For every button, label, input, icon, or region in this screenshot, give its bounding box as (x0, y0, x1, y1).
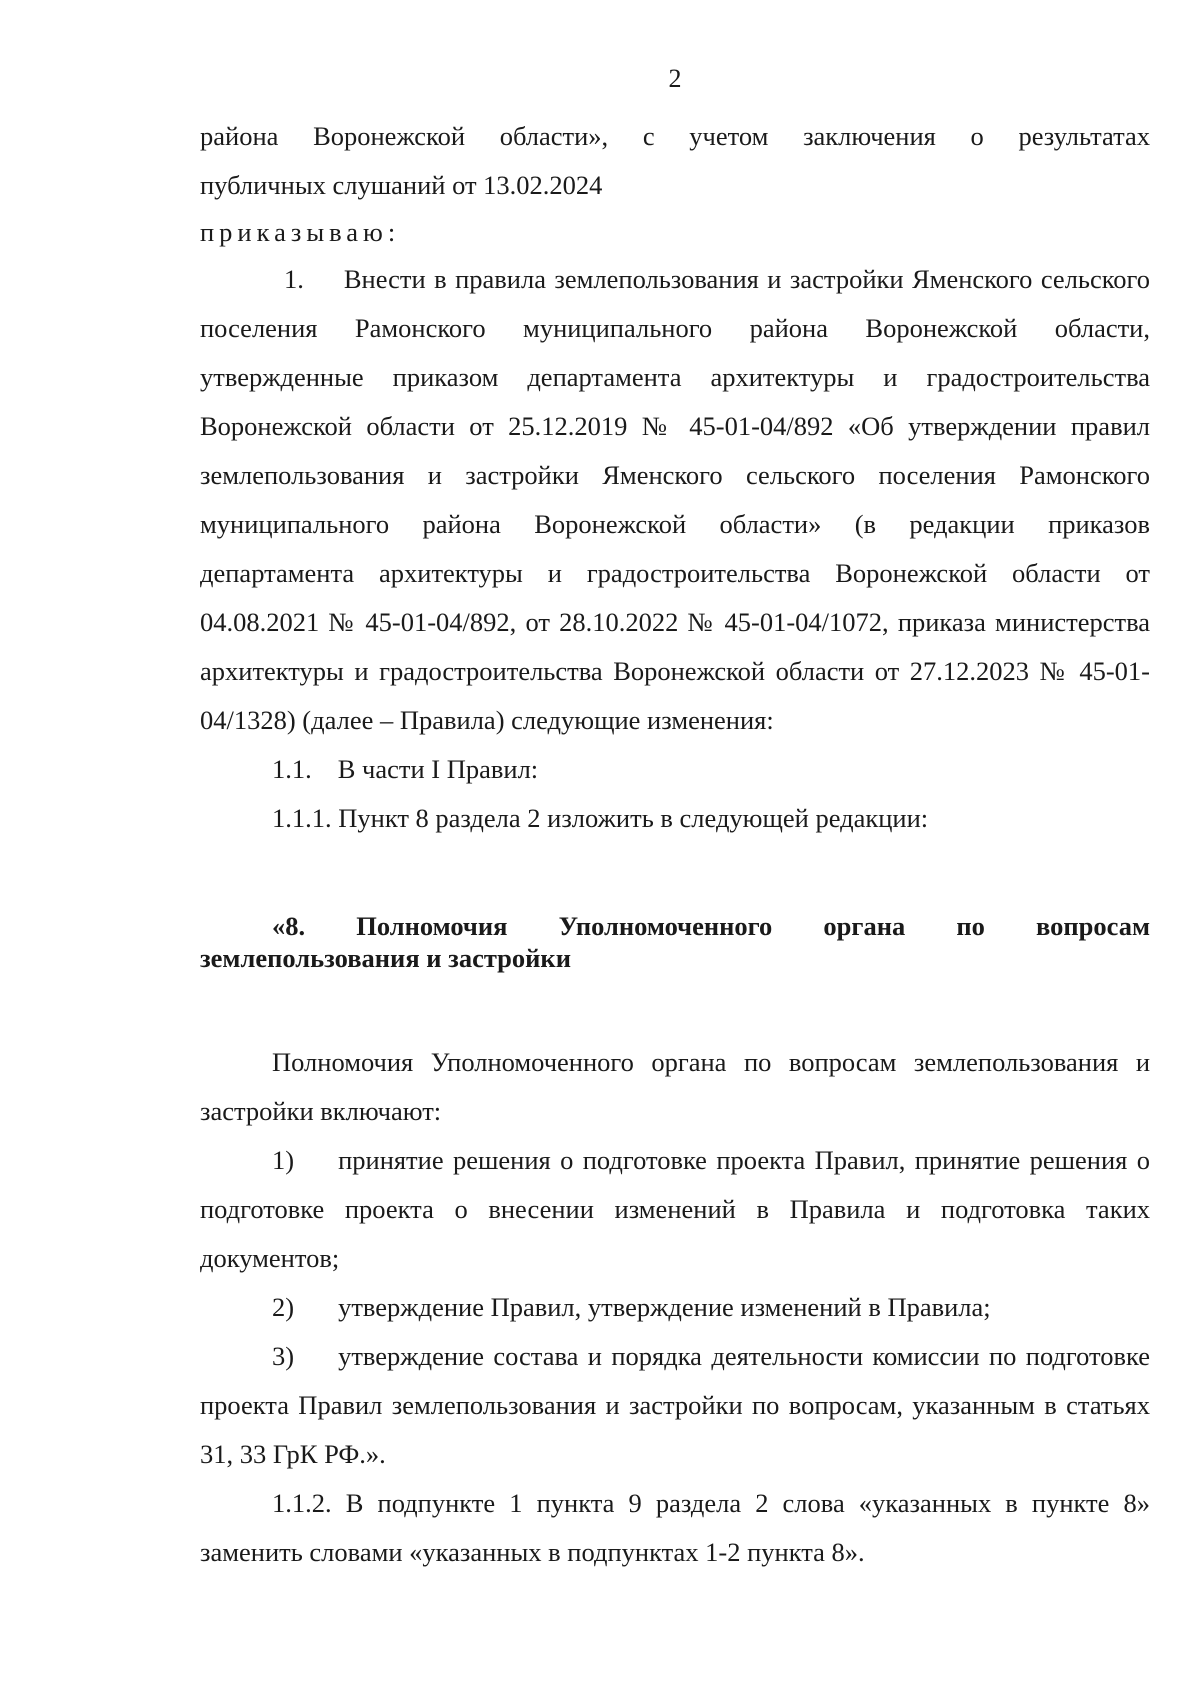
power-item-3 (200, 1332, 1150, 1479)
clause-1-1-1: 1.1.1. Пункт 8 раздела 2 изложить в следующей редакции: (272, 803, 929, 833)
intro-line-2: публичных слушаний от 13.02.2024 (200, 170, 603, 200)
intro-line-1: района Воронежской области», с учетом заключения о результатах (200, 121, 1150, 151)
intro-paragraph (200, 112, 1150, 210)
order-word: приказываю: (200, 217, 401, 247)
clause-1-1-2: 1.1.2. В подпункте 1 пункта 9 раздела 2 слова «указанных в пункте 8» заменить словами «указанных в подпунктах 1-2 пункта 8». (200, 1488, 1150, 1567)
clause-1-block (200, 255, 1150, 843)
section-8-heading-block (200, 910, 1150, 974)
clause-1-1-text: В части I Правил: (337, 754, 539, 784)
power-item-2 (200, 1283, 1150, 1332)
power-item-1-text: принятие решения о подготовке проекта Правил, принятие решения о подготовке проекта о внесении изменений в Правила и подготовка таких документов; (200, 1145, 1150, 1273)
powers-intro: Полномочия Уполномоченного органа по вопросам землепользования и застройки включают: (200, 1047, 1150, 1126)
clause-1-1 (200, 745, 1150, 794)
page-number: 2 (668, 64, 682, 93)
clause-1-text: Внести в правила землепользования и застройки Яменского сельского поселения Рамонского муниципального района Воронежской области, утвержденные приказом департамента архитектуры и градостроительства Воронежской области от 25.12.2019 № 45-01-04/892 «Об утверждении правил землепользования и застройки Яменского сельского поселения Рамонского муниципального района Воронежской области» (в редакции приказов департамента архитектуры и градостроительства Воронежской области от 04.08.2021 № 45-01-04/892, от 28.10.2022 № 45-01-04/1072, приказа министерства архитектуры и градостроительства Воронежской области от 27.12.2023 № 45-01-04/1328) (далее – Правила) следующие изменения: (200, 264, 1150, 735)
clause-1-1-number: 1.1. (272, 754, 312, 784)
power-item-2-text: утверждение Правил, утверждение изменений в Правила; (338, 1292, 991, 1322)
power-item-1 (200, 1136, 1150, 1283)
clause-1 (200, 255, 1150, 745)
power-item-3-number: 3) (272, 1341, 295, 1371)
section-8-heading: «8. Полномочия Уполномоченного органа по вопросам землепользования и застройки (200, 911, 1150, 973)
power-item-2-number: 2) (272, 1292, 295, 1322)
section-8-body (200, 1000, 1150, 1577)
power-item-3-text: утверждение состава и порядка деятельности комиссии по подготовке проекта Правил землепользования и застройки по вопросам, указанным в статьях 31, 33 ГрК РФ.». (200, 1341, 1150, 1469)
order-word-block (200, 208, 1150, 257)
power-item-1-number: 1) (272, 1145, 295, 1175)
clause-1-number: 1. (284, 264, 304, 294)
